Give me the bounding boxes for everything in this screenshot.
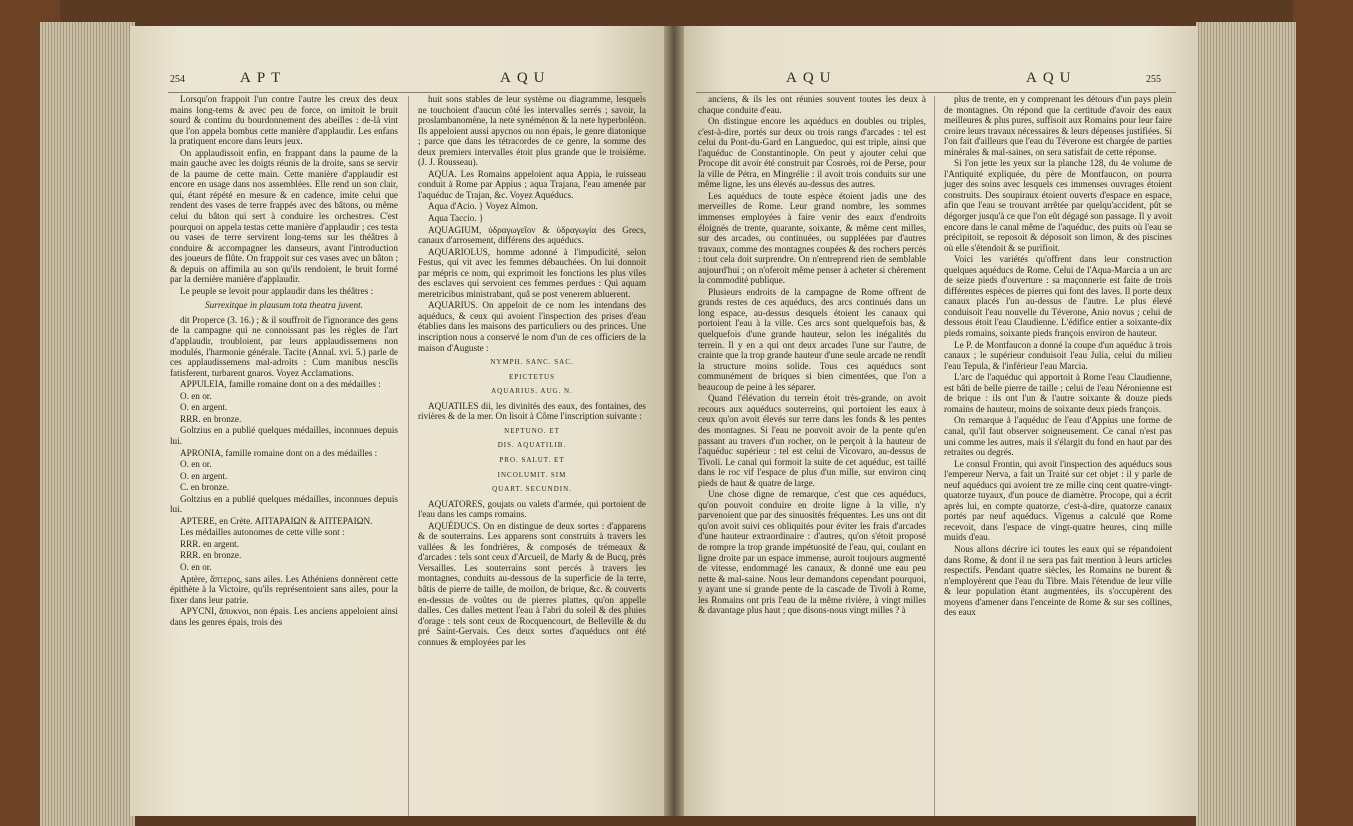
column-divider	[408, 96, 409, 816]
page-edges-right	[1196, 22, 1296, 826]
paragraph: Voici les variétés qu'offrent dans leur construction quelques aquéducs de Rome. Celui de l'Aqua-Marcia a un arc de seize pieds d'ouverture : sa maçonnerie est faite de trois différentes espèces de pierres qui font des laves. Il porte deux canaux placés l'un au-dessus de l'autre. Le plus élevé conduisoit l'eau nouvelle du Téverone, Anio novus ; celui de dessous étoit l'eau Claudienne. L'édifice entier a soixante-dix pieds romains, soixante pieds françois environ de hauteur.	[944, 254, 1172, 339]
book-gutter	[664, 26, 684, 816]
paragraph: O. en argent.	[180, 402, 228, 413]
paragraph: AQUAGIUM, ὑδραγωγεῖον & ὑδραγωγία des Grecs, canaux d'arrosement, différens des aquéducs.	[418, 224, 646, 246]
paragraph: Si l'on jette les yeux sur la planche 128, du 4e volume de l'Antiquité expliquée, du père de Montfaucon, on pourra juger des soins avec lesquels ces immenses ouvrages étoient construits. Des soupiraux étoient ouverts d'espace en espace, afin que l'eau se trouvant arrêtée par quelqu'accident, pût se dégorger jusqu'à ce que l'on eût dégagé son passage. Il y avoit encore dans le canal même de l'aquéduc, des puits où l'eau se précipitoit, se reposoit & déposoit son limon, & des piscines où elle s'étendoit & se purifioit.	[944, 158, 1172, 253]
paragraph: Aqua d'Acio. } Voyez Almon.	[428, 201, 538, 212]
right-page	[676, 26, 1198, 816]
paragraph: PRO. SALUT. ET	[499, 455, 565, 464]
left-page	[130, 26, 670, 816]
column-divider	[934, 96, 935, 816]
page-number: 254	[170, 74, 185, 85]
paragraph: Quand l'élévation du terrein étoit très-grande, on avoit recours aux aquéducs souterreins, qui portoient les eaux à ceux qu'on avoit élevés sur terre dans les fonds & les pentes des montagnes. Si l'eau ne pouvoit avoir de la pente qu'en passant au travers d'un rocher, on le perçoit à la hauteur de l'aquéduc supérieur : tel est celui de Vicovaro, au-dessus de Tivoli. Le canal qui formoit la suite de cet aquéduc, est taillé dans le roc vif l'espace de plus d'un mille, sur environ cinq pieds de haut & quatre de large.	[698, 393, 926, 488]
paragraph: AQUÉDUCS. On en distingue de deux sortes : d'apparens & de souterrains. Les apparens sont construits à travers les vallées & les fondrières, & composés de trémeaux & d'arcades : tels sont ceux d'Arcueil, de Marly & de Bucq, près Versailles. Les souterrains sont percés à travers les montagnes, conduits au-dessous de la superficie de la terre, bâtis de pierre de taille, de moilon, de brique, &c. & couverts en-dessus de voûtes ou de pierres plattes, qu'on appelle dalles. Ces dalles mettent l'eau à l'abri du soleil & des pluies d'orage : tels sont ceux de Rocquencourt, de Belleville & du pré Saint-Gervais. Ces deux sortes d'aquéducs ont été connues & employées par les	[418, 520, 646, 647]
book-cover-right	[1293, 0, 1353, 826]
paragraph: plus de trente, en y comprenant les détours d'un pays plein de montagnes. On répond que la certitude d'avoir des eaux meilleures & plus pures, suffisoit aux Romains pour leur faire croire leurs travaux nécessaires & leurs dépenses justifiées. Si l'on fait d'ailleurs que l'eau du Téverone est chargée de parties minérales & mal-saines, on sera satisfait de cette réponse.	[944, 94, 1172, 157]
text-column-2	[418, 94, 646, 648]
page-number: 255	[1146, 74, 1161, 85]
paragraph: Goltzius en a publié quelques médailles, inconnues depuis lui.	[170, 425, 398, 446]
header-rule	[168, 92, 642, 93]
paragraph: On distingue encore les aquéducs en doubles ou triples, c'est-à-dire, portés sur deux ou trois rangs d'arcades : tel est celui du Pont-du-Gard en Languedoc, qui est triple, ainsi que l'aquéduc de Constantinople. On peut y ajouter celui que Procope dit avoir été construit par Cosroès, roi de Perse, pour la ville de Pétra, en Mingrélie : il avoit trois conduits sur une même ligne, les uns élevés au-dessus des autres.	[698, 116, 926, 190]
paragraph: APTERE, en Crète. ΑΠΤΑΡΑΙΩΝ & ΑΠΤΕΡΑΙΩΝ.	[180, 515, 373, 526]
paragraph: O. en or.	[180, 561, 212, 572]
paragraph: O. en or.	[180, 459, 212, 470]
paragraph: Surrexitque in plausum tota theatra juvent.	[205, 300, 363, 311]
paragraph: O. en argent.	[180, 470, 228, 481]
paragraph: AQUARIUS. On appeloit de ce nom les intendans des aquéducs, & ceux qui avoient l'inspection des prises d'eau établies dans les maisons des particuliers ou des princes. Une inscription nous a conservé le nom d'un de ces officiers de la maison d'Auguste :	[418, 300, 646, 353]
paragraph: Les médailles autonomes de cette ville sont :	[180, 527, 345, 538]
running-head-right: AQU	[1026, 70, 1077, 86]
paragraph: Les aquéducs de toute espèce étoient jadis une des merveilles de Rome. Leur grand nombre, les sommes immenses employées à faire venir des eaux d'endroits éloignés de trente, quarante, soixante, & même cent milles, sur des arcades, ou continuées, ou suppléées par d'autres travaux, comme des montagnes coupées & des rochers percés : tout cela doit surprendre. On n'entreprend rien de semblable aujourd'hui ; on n'oferoit même penser à acheter si chèrement la commodité publique.	[698, 190, 926, 286]
paragraph: RRR. en bronze.	[180, 550, 242, 561]
paragraph: On remarque à l'aquéduc de l'eau d'Appius une forme de canal, qu'il faut observer soigneusement. Ce canal n'est pas uni comme les autres, mais il s'élargit du fond en haut par des retraites ou degrés.	[944, 415, 1172, 458]
paragraph: dit Properce (3. 16.) ; & il souffroit de l'ignorance des gens de la campagne qui ne connoissant pas les règles de l'art d'applaudir, troubloient, par leurs applaudissemens non modulés, l'harmonie générale. Tacite (Annal. xvi. 5.) parle de ces applaudissemens mal-adroits : Cum manibus nescîis fatisferent, turbarent gnaros. Voyez Acclamations.	[170, 314, 398, 378]
paragraph: DIS. AQUATILIB.	[497, 441, 567, 450]
paragraph: L'arc de l'aquéduc qui apportoit à Rome l'eau Claudienne, est bâti de belle pierre de taille ; celui de l'eau Néronienne est de brique : ils ont l'un & l'autre soixante & douze pieds romains de hauteur, moins de soixante deux pieds françois.	[944, 372, 1172, 414]
text-column-1	[170, 94, 398, 628]
paragraph: APYCNI, ἄπυκνοι, non épais. Les anciens appeloient ainsi dans les genres épais, trois des	[170, 606, 398, 627]
paragraph: RRR. en argent.	[180, 538, 240, 549]
paragraph: Aptère, ἄπτερος, sans ailes. Les Athéniens donnèrent cette épithète à la Victoire, qu'ils représentoient sans ailes, pour la fixer dans leur patrie.	[170, 573, 398, 605]
running-head-left: AQU	[786, 70, 837, 86]
text-column-2	[944, 94, 1172, 619]
paragraph: On applaudissoit enfin, en frappant dans la paume de la main gauche avec les doigts réunis de la droite, sans se servir de la paume de cette main. Cette manière d'applaudir est encore en usage dans nos assemblées. Elle rend un son clair, qui, étant répété en mesure & en cadence, imite celui que rendent des vases de terre frappés avec des bâtons, ou même celui du bâton qui sert à conduire les orchestres. C'est pourquoi on appela testas cette manière d'applaudir ; ces testa ou vases de terre servirent long-tems sur les théâtres à conduire & accompagner les danseurs, avant l'introduction des joueurs de flûte. On frappoit sur ces vases avec un bâton ; & depuis on affimila au son qu'ils rendoient, le bruit formé par la dernière manière d'applaudir.	[170, 147, 398, 285]
running-head-right: AQU	[500, 70, 551, 86]
paragraph: Le consul Frontin, qui avoit l'inspection des aquéducs sous l'empereur Nerva, a fait un Traité sur cet objet : il y parle de neuf aquéducs qui avoient tre ze mille cinq cent quatre-vingt-quatorze tuyaux, d'un pouce de diamètre. Procope, qui a écrit après lui, en compte quatorze, c'est-à-dire, quatorze canaux portés par neuf aquéducs. Vigenus a calculé que Rome recevoit, dans l'espace de vingt-quatre heures, cinq mille muids d'eau.	[944, 458, 1172, 543]
paragraph: AQUARIUS. AUG. N.	[491, 387, 573, 396]
paragraph: Le peuple se levoit pour applaudir dans les théâtres :	[180, 285, 374, 296]
paragraph: Aqua Taccio. }	[428, 213, 484, 224]
paragraph: Nous allons décrire ici toutes les eaux qui se répandoient dans Rome, & dont il ne sera pas fait mention à leurs articles respectifs. Pendant quatre siècles, les Romains ne burent & n'employèrent que l'eau du Tibre. Mais l'étendue de leur ville & leur population étant augmentées, ils s'occupèrent des moyens d'amener dans l'enceinte de Rome & sur ses collines, des eaux	[944, 543, 1172, 618]
text-column-1	[698, 94, 926, 617]
paragraph: RRR. en bronze.	[180, 413, 242, 424]
header-rule	[696, 92, 1176, 93]
paragraph: O. en or.	[180, 390, 212, 401]
paragraph: Plusieurs endroits de la campagne de Rome offrent de grands restes de ces aquéducs, des arcs continués dans un long espace, au-dessus desquels étoient les canaux qui portoient l'eau à la ville. Ces arcs sont quelquefois bas, & quelquefois d'une grande hauteur, selon les inégalités du terrein. Il y en a qui ont deux arcades l'une sur l'autre, de crainte que la trop grande hauteur d'une seule arcade ne rendît la structure moins solide. Tous ces aquéducs sont communément de briques si bien cimentées, que l'on a beaucoup de peine à les séparer.	[698, 286, 926, 392]
paragraph: NEPTUNO. ET	[504, 426, 560, 435]
paragraph: INCOLUMIT. SIM	[497, 470, 567, 479]
paragraph: Le P. de Montfaucon a donné la coupe d'un aquéduc à trois canaux ; le supérieur conduisoit l'eau Julia, celui du milieu l'eau Tepula, & l'inférieur l'eau Marcia.	[944, 339, 1172, 371]
running-head-left: APT	[240, 70, 287, 86]
page-edges-left	[40, 22, 135, 826]
paragraph: C. en bronze.	[180, 482, 229, 493]
paragraph: AQUA. Les Romains appeloient aqua Appia, le ruisseau conduit à Rome par Appius ; aqua Trajana, l'eau amenée par l'aquéduc de Trajan, &c. Voyez Aquéducs.	[418, 168, 646, 200]
paragraph: anciens, & ils les ont réunies souvent toutes les deux à chaque conduite d'eau.	[698, 94, 926, 115]
paragraph: APPULEIA, famille romaine dont on a des médailles :	[180, 379, 381, 390]
paragraph: AQUARIOLUS, homme adonné à l'impudicité, selon Festus, qui vit avec les femmes débauchées. On lui donnoit par mépris ce nom, qui exprimoit les fonctions les plus viles des esclaves qui servoient ces femmes perdues : Qui aquam meretricibus ministrabant, quâ se post venerem abluerent.	[418, 246, 646, 299]
paragraph: NYMPH. SANC. SAC.	[490, 358, 574, 367]
paragraph: AQUATILES dii, les divinités des eaux, des fontaines, des rivières & de la mer. On lisoit à Côme l'inscription suivante :	[418, 400, 646, 422]
paragraph: Goltzius en a publié quelques médailles, inconnues depuis lui.	[170, 493, 398, 515]
paragraph: QUART. SECUNDIN.	[492, 485, 572, 494]
paragraph: EPICTETUS	[509, 372, 555, 381]
paragraph: AQUATORES, goujats ou valets d'armée, qui portoient de l'eau dans les camps romains.	[418, 498, 646, 520]
paragraph: APRONIA, famille romaine dont on a des médailles :	[180, 447, 378, 458]
paragraph: huit sons stables de leur système ou diagramme, lesquels ne touchoient d'aucun côté les intervalles serrés ; savoir, la proslambanomène, la nete synéménon & la nete hyperboléon. Ils appeloient aussi apycnos ou non épais, le genre diatonique ; parce que dans les tétracordes de ce genre, la somme des deux premiers intervalles étoit plus grande que le troisième. (J. J. Rousseau).	[418, 94, 646, 168]
paragraph: Une chose digne de remarque, c'est que ces aquéducs, qu'on pouvoit conduire en droite ligne à la ville, n'y parvenoient que par des sinuosités fréquentes. Les uns ont dit qu'on avoit suivi ces obliquités pour éviter les frais d'arcades d'une hauteur extraordinaire : d'autres, qu'on s'étoit proposé de rompre la trop grande impétuosité de l'eau, qui, coulant en ligne droite par un espace immense, auroit toujours augmenté de vitesse, endommagé les canaux, & donné une eau peu nette & mal-saine. Nous leur demandons cependant pourquoi, y ayant une si grande pente de la cascade de Tivoli à Rome, les Romains ont pris l'eau de la même rivière, à vingt milles & davantage plus haut ; que disons-nous vingt milles ? à	[698, 489, 926, 616]
paragraph: Lorsqu'on frappoit l'un contre l'autre les creux des deux mains long-tems & avec peu de force, on imitoit le bruit sourd & continu du bourdonnement des abeilles : de-là vint que l'on appela bombus cette manière d'applaudir. Les enfans la pratiquent encore dans leurs jeux.	[170, 94, 398, 147]
